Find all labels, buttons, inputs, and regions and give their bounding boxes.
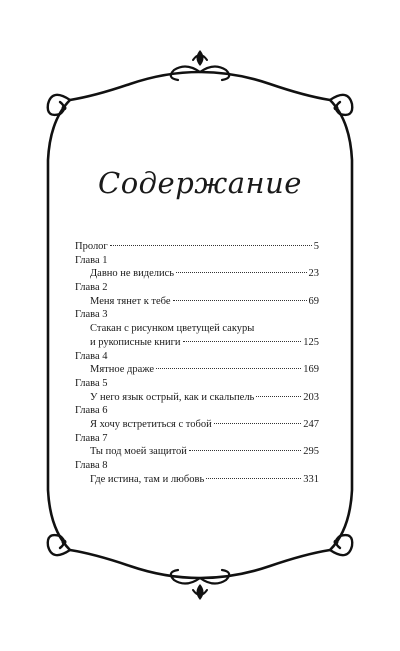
toc-entry[interactable] — [75, 418, 319, 432]
dot-leader — [176, 272, 306, 273]
toc-entry[interactable] — [75, 445, 319, 459]
toc-chapter-heading — [75, 350, 319, 364]
toc-chapter-heading — [75, 254, 319, 268]
toc-entry[interactable] — [75, 363, 319, 377]
toc-label: У него язык острый, как и скальпель — [90, 391, 255, 403]
toc-chapter-heading — [75, 377, 319, 391]
toc-label: Глава 4 — [75, 350, 108, 362]
dot-leader — [183, 341, 302, 342]
toc-page-number: 203 — [303, 391, 319, 403]
toc-page-number: 331 — [303, 473, 319, 485]
dot-leader — [173, 300, 307, 301]
toc-entry[interactable] — [75, 336, 319, 350]
toc-entry[interactable] — [75, 295, 319, 309]
toc-entry[interactable] — [75, 473, 319, 487]
toc-chapter-heading — [75, 459, 319, 473]
toc-label: Давно не виделись — [90, 268, 175, 280]
toc-label: Глава 2 — [75, 282, 108, 294]
toc-label: Ты под моей защитой — [90, 446, 187, 458]
toc-label: Глава 8 — [75, 460, 108, 471]
toc-page-number: 125 — [303, 336, 319, 348]
toc-label: Глава 3 — [75, 309, 108, 321]
toc-chapter-heading — [75, 432, 319, 446]
toc-label: Стакан с рисунком цветущей сакуры — [90, 323, 255, 335]
toc-entry[interactable] — [75, 391, 319, 405]
toc-label: Меня тянет к тебе — [90, 295, 171, 307]
toc-label: Мятное драже — [90, 364, 155, 376]
toc-label: Глава 1 — [75, 254, 108, 266]
toc-page-number: 23 — [308, 268, 319, 280]
page-title: Содержание — [98, 166, 302, 200]
toc-chapter-heading — [75, 404, 319, 418]
dot-leader — [256, 396, 301, 397]
toc-label: Глава 6 — [75, 405, 108, 417]
toc-entry[interactable] — [75, 240, 319, 254]
toc-label: Где истина, там и любовь — [90, 473, 205, 485]
toc-label: Глава 7 — [75, 432, 108, 444]
dot-leader — [189, 450, 301, 451]
toc-chapter-heading — [75, 308, 319, 322]
toc-entry[interactable] — [75, 267, 319, 281]
table-of-contents — [75, 240, 319, 486]
toc-page-number: 295 — [303, 446, 319, 458]
dot-leader — [110, 245, 312, 246]
toc-label: Глава 5 — [75, 377, 108, 389]
toc-label: Пролог — [75, 241, 108, 252]
dot-leader — [214, 423, 302, 424]
toc-page-number: 247 — [303, 418, 319, 430]
toc-entry[interactable] — [75, 322, 319, 336]
toc-page-number: 169 — [303, 364, 319, 376]
toc-label: Я хочу встретиться с тобой — [90, 418, 212, 430]
dot-leader — [156, 368, 301, 369]
toc-chapter-heading — [75, 281, 319, 295]
toc-label: и рукописные книги — [90, 336, 181, 348]
dot-leader — [206, 478, 301, 479]
toc-page-number: 69 — [308, 295, 319, 307]
toc-page-number: 5 — [313, 241, 319, 252]
